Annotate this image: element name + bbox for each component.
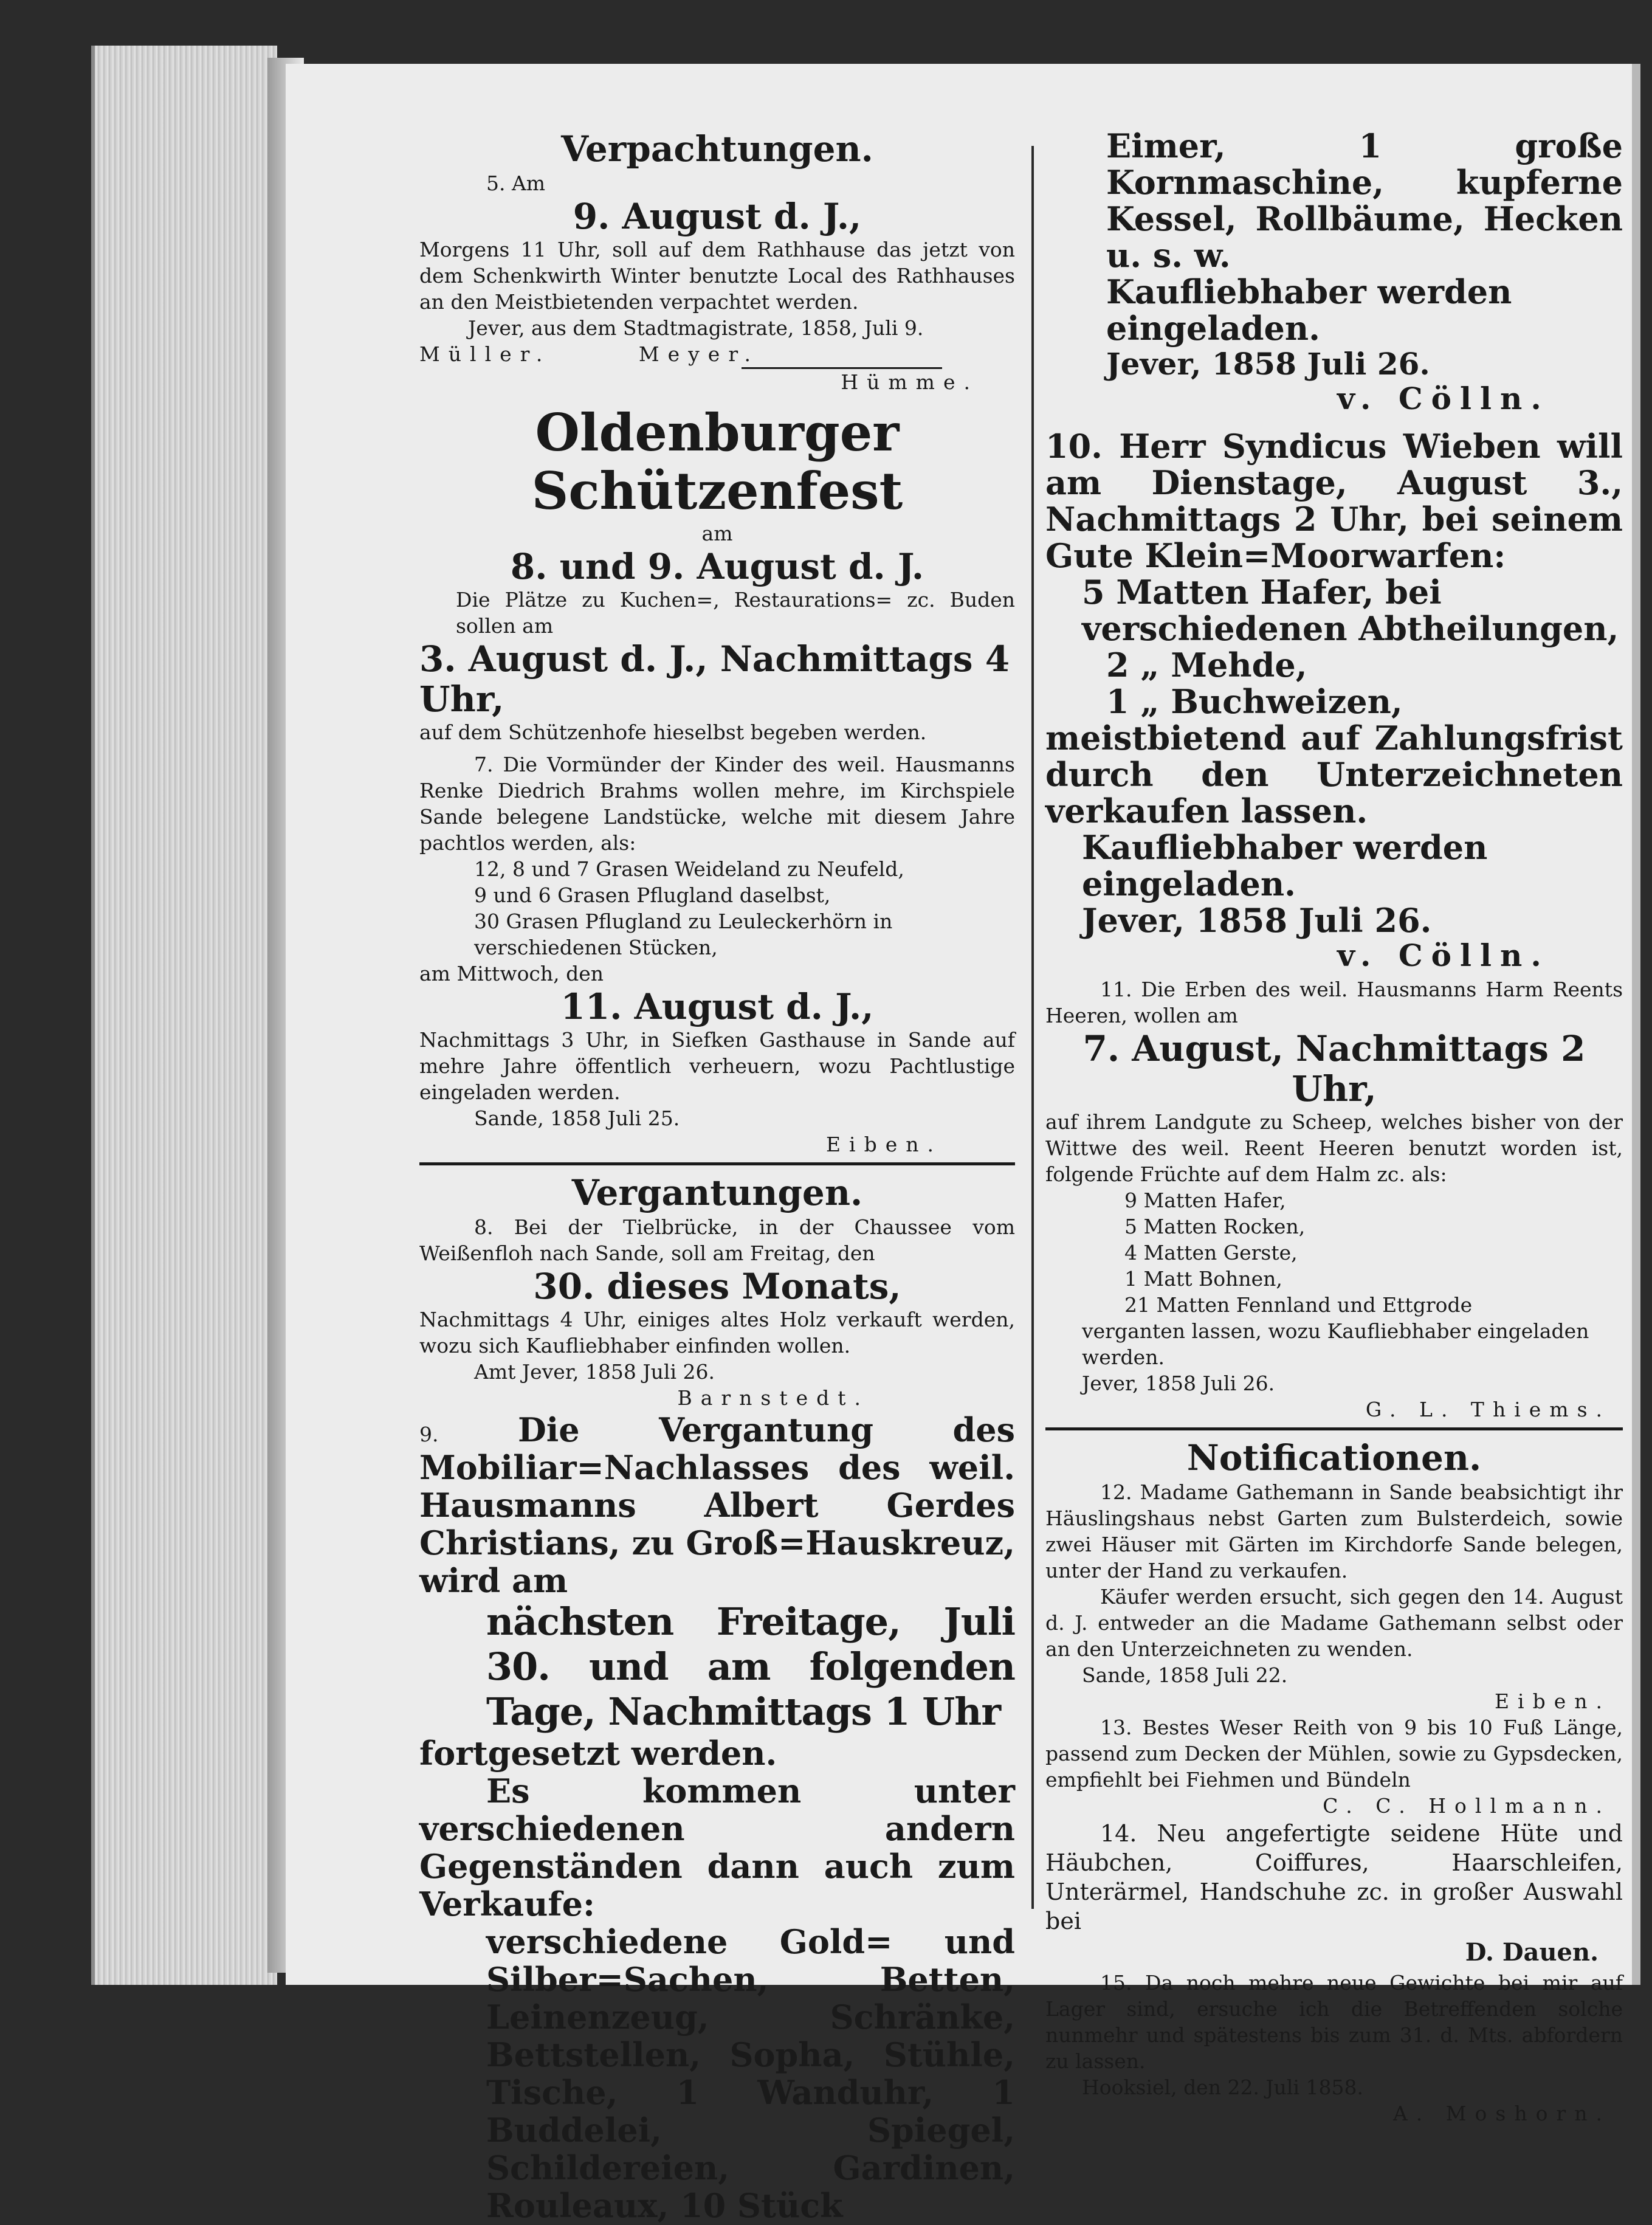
- ad-5-date: 9. August d. J.,: [573, 196, 862, 237]
- ad-9-number: 9.: [419, 1423, 439, 1446]
- ad-12-place: Sande, 1858 Juli 22.: [1082, 1663, 1288, 1687]
- section-rule: [419, 1162, 1015, 1165]
- ad-8-date: 30. dieses Monats,: [533, 1266, 901, 1307]
- ad-7-date: 11. August d. J.,: [560, 986, 874, 1027]
- ad-10-place: Jever, 1858 Juli 26.: [1082, 901, 1432, 940]
- ad-8-sign: Barnstedt.: [677, 1386, 869, 1410]
- ad-5-text: Morgens 11 Uhr, soll auf dem Rathhause das jetzt von dem Schenkwirth Winter benutzte Local des Rathhauses an den Meistbietenden verpachtet werden.: [419, 238, 1015, 314]
- column-divider: [1031, 146, 1034, 1909]
- ad-10-invite: Kaufliebhaber werden eingeladen.: [1082, 828, 1488, 903]
- section-rule: [1045, 1427, 1623, 1430]
- book-page-edges: [91, 46, 277, 1985]
- ad-10-list-3: 1 „ Buchweizen,: [1106, 682, 1403, 721]
- ad-5-sign-huemme: Hümme.: [841, 370, 979, 394]
- ad-10-text: 10. Herr Syndicus Wieben will am Dienstage, August 3., Nachmittags 2 Uhr, bei seinem Gute Klein=Moorwarfen:: [1045, 427, 1623, 575]
- right-column: [1045, 128, 1623, 2127]
- ad-10-sign: v. Cölln.: [1337, 937, 1550, 973]
- ad-11-text2: auf ihrem Landgute zu Scheep, welches bisher von der Wittwe des weil. Reent Heeren benutzt worden ist, folgende Früchte auf dem Halm zc. als:: [1045, 1110, 1623, 1186]
- fest-text2: auf dem Schützenhofe hieselbst begeben werden.: [419, 720, 927, 744]
- ad-7-list-1: 12, 8 und 7 Grasen Weideland zu Neufeld,: [474, 857, 904, 881]
- ad-11-list-5: 21 Matten Fennland und Ettgrode: [1124, 1293, 1473, 1317]
- ad-11-sign: G. L. Thiems.: [1365, 1398, 1611, 1421]
- ad-12-text2: Käufer werden ersucht, sich gegen den 14. August d. J. entweder an die Madame Gathemann selbst oder an den Unterzeichneten zu wenden.: [1045, 1585, 1623, 1661]
- ad-11-text: 11. Die Erben des weil. Hausmanns Harm Reents Heeren, wollen am: [1045, 978, 1623, 1027]
- ad-9-text3: Es kommen unter verschiedenen andern Gegenständen dann auch zum Verkaufe:: [419, 1771, 1015, 1923]
- ad-9-text2: fortgesetzt werden.: [419, 1734, 777, 1773]
- ad-15-sign: A. Moshorn.: [1392, 2102, 1611, 2125]
- ad-5-place: Jever, aus dem Stadtmagistrate, 1858, Juli 9.: [468, 316, 924, 340]
- ad-9-date: nächsten Freitage, Juli 30. und am folgenden Tage, Nachmittags 1 Uhr: [486, 1599, 1015, 1734]
- ad-7-list-3: 30 Grasen Pflugland zu Leuleckerhörn in verschiedenen Stücken,: [474, 909, 893, 959]
- ad-7-sign: Eiben.: [825, 1133, 942, 1156]
- ad-12-text: 12. Madame Gathemann in Sande beabsichtigt ihr Häuslingshaus nebst Garten zum Bulsterdeich, sowie zwei Häuser mit Gärten im Kirchdorfe Sande belegen, unter der Hand zu verkaufen.: [1045, 1480, 1623, 1582]
- ad-cont-place: Jever, 1858 Juli 26.: [1106, 346, 1430, 382]
- fest-date: 8. und 9. August d. J.: [510, 546, 924, 587]
- ad-11-text3: verganten lassen, wozu Kaufliebhaber eingeladen werden.: [1082, 1319, 1589, 1369]
- ad-8-text: 8. Bei der Tielbrücke, in der Chaussee vom Weißenfloh nach Sande, soll am Freitag, den: [419, 1215, 1015, 1265]
- ad-11-list-4: 1 Matt Bohnen,: [1124, 1267, 1282, 1291]
- heading-vergantungen: Vergantungen.: [571, 1172, 863, 1213]
- ad-8-text2: Nachmittags 4 Uhr, einiges altes Holz verkauft werden, wozu sich Kaufliebhaber einfinden wollen.: [419, 1308, 1015, 1357]
- ad-5-sign-meyer: Meyer.: [638, 342, 759, 366]
- ad-5-number: 5. Am: [486, 171, 546, 195]
- ad-11-list-1: 9 Matten Hafer,: [1124, 1188, 1286, 1212]
- left-column: [419, 128, 1015, 2224]
- heading-verpachtungen: Verpachtungen.: [561, 128, 873, 170]
- ad-9-text-body: Die Vergantung des Mobiliar=Nachlasses des weil. Hausmanns Albert Gerdes Christians, zu Groß=Hauskreuz, wird am: [419, 1410, 1015, 1600]
- ad-cont-text: Eimer, 1 große Kornmaschine, kupferne Kessel, Rollbäume, Hecken u. s. w.: [1106, 126, 1623, 275]
- ad-15-place: Hooksiel, den 22. Juli 1858.: [1082, 2075, 1363, 2099]
- ad-14-sign: D. Dauen.: [1465, 1938, 1599, 1967]
- ad-9-list: verschiedene Gold= und Silber=Sachen, Betten, Leinenzeug, Schränke, Bettstellen, Sopha, Stühle, Tische, 1 Wanduhr, 1 Buddelei, Spiegel, Schildereien, Gardinen, Rouleaux, 10 Stück: [486, 1922, 1015, 2225]
- ad-13-text: 13. Bestes Weser Reith von 9 bis 10 Fuß Länge, passend zum Decken der Mühlen, sowie zu Gypsdecken, empfiehlt bei Fiehmen und Bündeln: [1045, 1716, 1623, 1792]
- ad-7-place: Sande, 1858 Juli 25.: [474, 1106, 680, 1130]
- ad-11-list-2: 5 Matten Rocken,: [1124, 1215, 1306, 1238]
- ad-7-list-4: am Mittwoch, den: [419, 962, 604, 985]
- ad-9-text: [419, 1411, 1015, 1599]
- ad-11-list-3: 4 Matten Gerste,: [1124, 1241, 1298, 1264]
- fest-date2: 3. August d. J., Nachmittags 4 Uhr,: [419, 638, 1010, 720]
- heading-notificationen: Notificationen.: [1186, 1437, 1482, 1478]
- ad-10-text2: meistbietend auf Zahlungsfrist durch den Unterzeichneten verkaufen lassen.: [1045, 719, 1623, 830]
- ad-cont-invite: Kaufliebhaber werden eingeladen.: [1106, 272, 1512, 348]
- ad-11-date: 7. August, Nachmittags 2 Uhr,: [1082, 1028, 1586, 1109]
- fest-title: Oldenburger Schützenfest: [531, 402, 903, 521]
- ad-15-text: 15. Da noch mehre neue Gewichte bei mir auf Lager sind, ersuche ich die Betreffenden solche nunmehr und spätestens bis zum 31. d. Mts. abfordern zu lassen.: [1045, 1971, 1623, 2073]
- ad-7-text: 7. Die Vormünder der Kinder des weil. Hausmanns Renke Diedrich Brahms wollen mehre, im Kirchspiele Sande belegene Landstücke, welche mit diesem Jahre pachtlos werden, als:: [419, 753, 1015, 855]
- ad-13-sign: C. C. Hollmann.: [1323, 1794, 1611, 1818]
- ad-14-text: 14. Neu angefertigte seidene Hüte und Häubchen, Coiffures, Haarschleifen, Unterärmel, Handschuhe zc. in großer Auswahl bei: [1045, 1820, 1623, 1934]
- ad-10-list-1: 5 Matten Hafer, bei verschiedenen Abtheilungen,: [1082, 573, 1619, 648]
- ad-11-place: Jever, 1858 Juli 26.: [1082, 1371, 1275, 1395]
- fest-text: Die Plätze zu Kuchen=, Restaurations= zc. Buden sollen am: [456, 588, 1015, 638]
- ad-5-signatures: [419, 341, 1015, 367]
- ad-cont-sign: v. Cölln.: [1337, 381, 1550, 416]
- ad-8-place: Amt Jever, 1858 Juli 26.: [474, 1360, 715, 1384]
- ad-5-sign-mueller: Müller.: [419, 342, 551, 366]
- ad-7-list-2: 9 und 6 Grasen Pflugland daselbst,: [474, 883, 831, 907]
- ad-12-sign: Eiben.: [1494, 1689, 1611, 1713]
- ad-10-list-2: 2 „ Mehde,: [1106, 646, 1307, 685]
- ad-7-text2: Nachmittags 3 Uhr, in Siefken Gasthause in Sande auf mehre Jahre öffentlich verheuern, wozu Pachtlustige eingeladen werden.: [419, 1028, 1015, 1104]
- fest-am: am: [701, 522, 733, 545]
